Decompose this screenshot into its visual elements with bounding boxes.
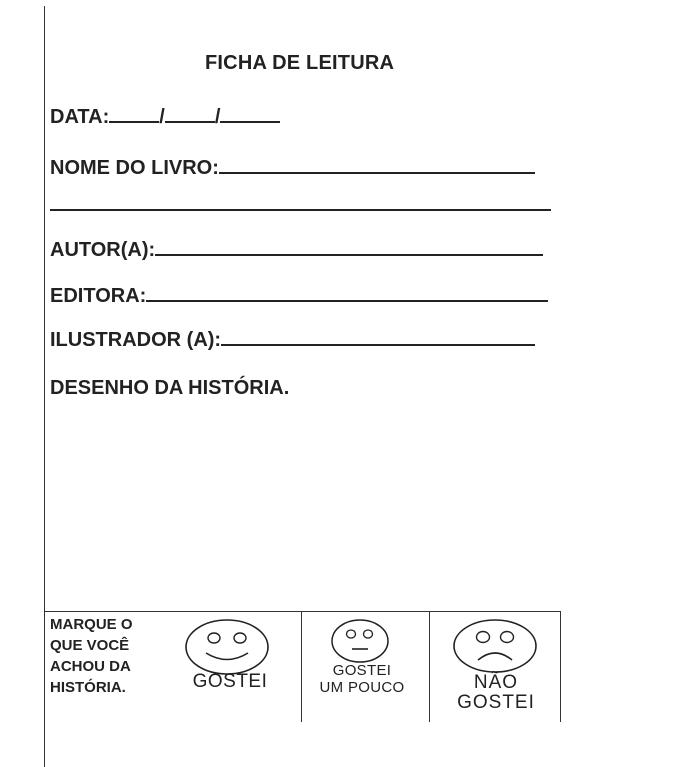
illustrator-row xyxy=(50,326,535,352)
author-row xyxy=(50,236,543,262)
rating-option-label: NÃO xyxy=(473,672,519,693)
date-separator: / xyxy=(159,106,165,128)
publisher-row xyxy=(50,282,548,308)
column-divider xyxy=(429,612,430,722)
book-name-label: NOME DO LIVRO: xyxy=(50,157,219,179)
day-field[interactable] xyxy=(109,103,159,123)
author-label: AUTOR(A): xyxy=(50,239,156,261)
rating-prompt-line: QUE VOCÊ xyxy=(50,637,130,654)
date-separator: / xyxy=(214,106,221,128)
publisher-label: EDITORA: xyxy=(50,285,147,307)
drawing-area[interactable] xyxy=(46,410,560,610)
year-field[interactable] xyxy=(220,103,280,123)
rating-prompt-line: HISTÓRIA. xyxy=(50,679,126,696)
rating-table xyxy=(44,611,561,722)
book-name-field-continued[interactable] xyxy=(50,209,551,211)
date-label: DATA: xyxy=(50,106,110,128)
rating-prompt xyxy=(50,614,160,698)
rating-option-label: GOSTEI xyxy=(192,671,268,692)
rating-prompt-line: MARQUE O xyxy=(50,616,133,633)
illustrator-field[interactable] xyxy=(221,326,535,346)
illustrator-label: ILUSTRADOR (A): xyxy=(50,329,222,351)
author-field[interactable] xyxy=(155,236,543,256)
rating-prompt-line: ACHOU DA xyxy=(50,658,131,675)
rating-option-label: GOSTEI xyxy=(457,692,535,713)
smiley-face-icon xyxy=(184,618,270,676)
drawing-label: DESENHO DA HISTÓRIA. xyxy=(50,377,290,399)
page-title: FICHA DE LEITURA xyxy=(205,52,395,74)
book-name-field[interactable] xyxy=(219,154,535,174)
sad-face-icon xyxy=(452,618,538,674)
book-name-row xyxy=(50,154,535,180)
month-field[interactable] xyxy=(165,103,215,123)
rating-option-label: GOSTEI xyxy=(332,662,392,679)
publisher-field[interactable] xyxy=(146,282,548,302)
table-right-border xyxy=(560,612,561,722)
neutral-face-icon xyxy=(330,618,390,664)
date-row xyxy=(50,103,280,129)
rating-option-label: UM POUCO xyxy=(319,679,405,696)
